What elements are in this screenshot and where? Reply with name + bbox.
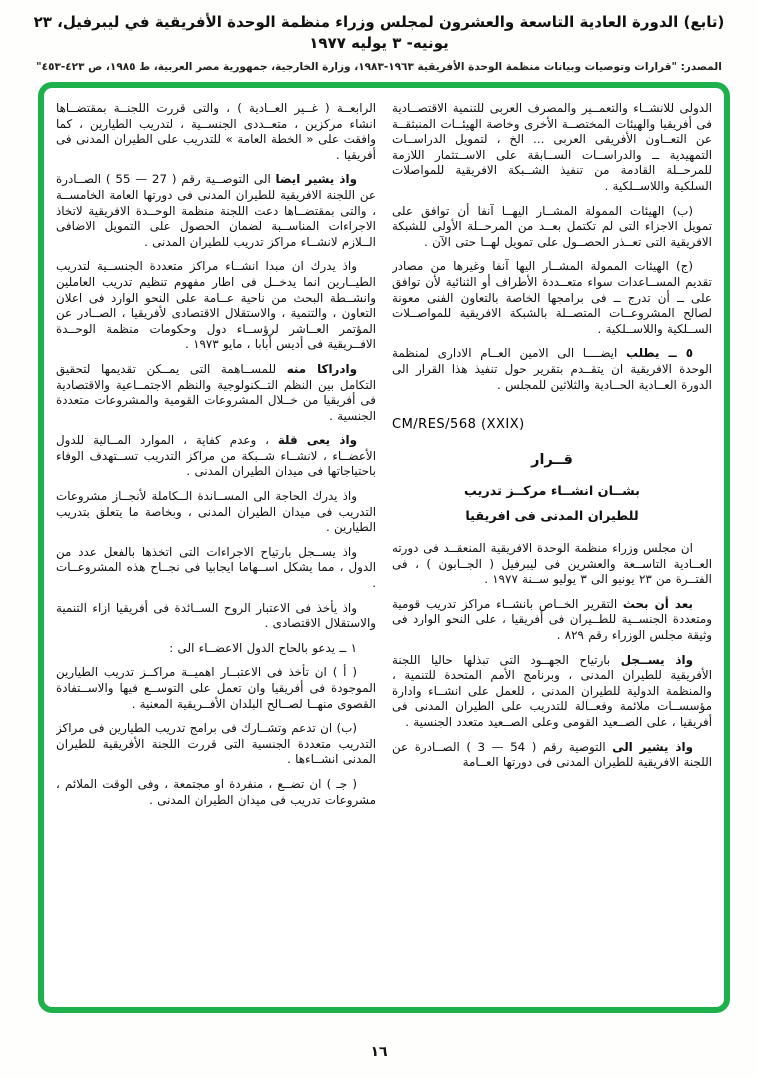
list-item-b: (ب) ان تدعم وتشــارك فى برامج تدريب الطيارين فى مراكز التدريب متعددة الجنسية التى قررت اللجنة الأفريقية للطيران المدنى انشــاءها . (56, 721, 376, 767)
content-frame (38, 82, 730, 1013)
source-citation: المصدر: "قرارات وتوصيات وبيانات منظمة الوحدة الأفريقية ١٩٦٣-١٩٨٣، وزارة الخارجية، جمهورية مصر العربية، ط ١٩٨٥، ص ٤٢٣-٤٥٣" (36, 61, 722, 73)
list-item-a: ( أ ) ان تأخذ فى الاعتبــار اهميــة مراكــز تدريب الطيارين الموجودة فى أفريقيا وان تعمل على التوســع فيها والاســتفادة القصوى منهــا لصــالح البلدان الأفــريقية المعنية . (56, 665, 376, 711)
paragraph: الدولى للانشــاء والتعمــير والمصرف العربى للتنمية الاقتصــادية فى أفريقيا والهيئات المختصــة الأخرى وخاصة الهيئــات المنبثقــة عن التعــاون الأفريقى العربى ... الخ ، لتمويل الدراســات التمهيدية ــ والدراســات الســابقة على الاســتثمار اللازمة للمرحــلة القادمة من تنفيذ الشــبكة الافريقية للمواصلات السلكية واللاســلكية . (392, 101, 712, 193)
paragraph-lead: واذ يســجل (620, 652, 693, 667)
two-column-text (56, 101, 712, 997)
paragraph: واذ يدرك ان مبدا انشــاء مراكز متعددة الجنســية لتدريب الطيــارين انما يدخــل فى اطار مفهوم تنظيم تدريب العاملين وانشــطة البحث من ناحية عــامة على النحو الوارد فى اعلان التعاون ، والتنمية ، والاستقلال الاقتصادى لأفريقيا ، الصــادر عن المؤتمر العــاشر لرؤســاء دول وحكومات منظمة الوحــدة الافــريقية فى أديس أبابا ، مايو ١٩٧٣ . (56, 259, 376, 352)
paragraph: واذ يســجل بارتياح الاجراءات التى اتخذها بالفعل عدد من الدول ، مما يشكل اســهاما ايجابيا فى نجــاح هذه المشروعــات . (56, 544, 376, 591)
document-title: (تابع) الدورة العادية التاسعة والعشرون لمجلس وزراء منظمة الوحدة الأفريقية في ليبرفيل، ٢٣ يونيه- ٣ يوليه ١٩٧٧ (33, 13, 725, 52)
paragraph: ان مجلس وزراء منظمة الوحدة الافريقية المنعقــد فى دورته العــادية التاســعة والعشرين فى ليبرفيل ( الجــابون ) ، فى الفتــرة من ٢٣ يونيو الى ٣ يوليو ســنة ١٩٧٧ . (392, 541, 712, 587)
paragraph-lead: واذ يشير ايضا (275, 172, 357, 187)
paragraph-lead: بعد أن بحث (622, 596, 693, 611)
list-item-j: ( جـ ) ان تضــع ، منفردة او مجتمعة ، وفى الوقت الملائم ، مشروعات تدريب فى ميدان الطيران المدنى . (56, 776, 376, 807)
paragraph: الرابعــة ( غــير العــادية ) ، والتى قررت اللجنــة بمقتضــاها انشاء مركزين ، متعــددى الجنســية ، لتدريب الطيارين ، كما وافقت على « الخطة العامة » للتدريب على الطيران المدنى فى أفريقيا . (56, 101, 376, 162)
paragraph: واذ يدرك الحاجة الى المســاندة الــكاملة لأنجــاز مشروعات التدريب فى ميدان الطيران المدنى ، وبخاصة ما يتعلق بتدريب الطيارين . (56, 489, 376, 535)
paragraph-lead: وادراكا منه (286, 361, 357, 376)
resolution-ref: CM/RES/568 (XXIX) (392, 417, 525, 433)
paragraph: (ب) الهيئات الممولة المشــار اليهــا آنفا أن توافق على تمويل الاجزاء التى لم تكتمل بعــد من المرحــلة الأولى للشبكة الافريقية التى تعــذر الحصــول على تمويل لهــا حتى الآن . (392, 203, 712, 249)
right-column (392, 101, 712, 997)
paragraph: ٥ ــ يطلب ايضــــا الى الامين العــام الادارى لمنظمة الوحدة الافريقية ان يتقــدم بتقرير حول تنفيذ هذا القرار الى الدورة العــادية الحــادية والثلاثين للمجلس . (392, 346, 712, 392)
page-header (0, 12, 758, 73)
paragraph-lead: ٥ ــ يطلب (625, 346, 693, 361)
paragraph: بعد أن بحث التقرير الخــاص بانشــاء مراكز تدريب قومية ومتعددة الجنســية للطــيران فى أفريقيا ، على النحو الوارد فى وثيقة مجلس الوزراء رقم ٨٢٩ . (392, 596, 712, 643)
resolution-heading: قــرار (531, 452, 573, 469)
paragraph: واذ يأخذ فى الاعتبار الروح الســائدة فى أفريقيا ازاء التنمية والاستقلال الاقتصادى . (56, 600, 376, 631)
resolution-subject-line-2: للطيران المدنى فى افريقيا (465, 509, 639, 525)
left-column (56, 101, 376, 997)
paragraph: وادراكا منه للمســاهمة التى يمــكن تقديمها لتحقيق التكامل بين النظم التــكنولوجية والنظم الاجتمــاعية والاقتصادية فى أفريقيا من خــلال المشروعات القومية والمشروعات متعددة الجنسية . (56, 361, 376, 423)
paragraph: واذ يعى قلة ، وعدم كفاية ، الموارد المــالية للدول الأعضــاء ، لانشــاء شــبكة من مراكز التدريب تســتهدف الوفاء باحتياجاتها فى ميدان الطيران المدنى . (56, 433, 376, 479)
list-item-1: ١ ــ يدعو بالحاح الدول الاعضــاء الى : (169, 640, 357, 655)
paragraph: واذ يســجل بارتياح الجهــود التى تبذلها حاليا اللجنة الأفريقية للطيران المدنى ، وبرنامج الأمم المتحدة للتنمية ، والمنظمة الدولية للطيران المدنى ، للعمل على انشــاء وادارة مؤسســات ملائمة وفعــالة للتدريب على الطيران المدنى فى أفريقيا ، على الصــعيد القومى وعلى الصــعيد متعدد الجنسية . (392, 652, 712, 730)
resolution-subject-line-1: بشــان انشــاء مركــز تدريب (464, 484, 640, 500)
paragraph: واذ يشير ايضا الى التوصــية رقم ‪( 55 — 27 )‬ الصــادرة عن اللجنة الافريقية للطيران المدنى فى دورتها العامة الخامســة ، والتى بمقتضــاها دعت اللجنة منظمة الوحــدة الافريقية لاتخاذ الاجراءات المناســبة لضمان الحصول على التمويل الاضافى الــلازم لانشــاء مراكز تدريب للطيران المدنى . (56, 172, 376, 249)
paragraph-lead: واذ يشير الى (612, 739, 693, 754)
paragraph-lead: واذ يعى قلة (277, 433, 357, 448)
page-number: ١٦ (370, 1044, 388, 1060)
paragraph: (ج) الهيئات الممولة المشــار اليها آنفا وغيرها من مصادر تقديم المســاعدات سواء متعــددة الأطراف أو الثنائية لأن توافق على ــ أن تدرج ــ فى برامجها الخاصة بالتعاون الفنى معونة لصالح المشروعــات المتصــلة بالشبكة الافريقية للمواصــلات الســلكية واللاســلكية . (392, 259, 712, 336)
paragraph: واذ يشير الى التوصية رقم ‪( 3 — 54 )‬ الصــادرة عن اللجنة الافريقية للطيران المدنى فى دورتها العــامة (392, 739, 712, 770)
